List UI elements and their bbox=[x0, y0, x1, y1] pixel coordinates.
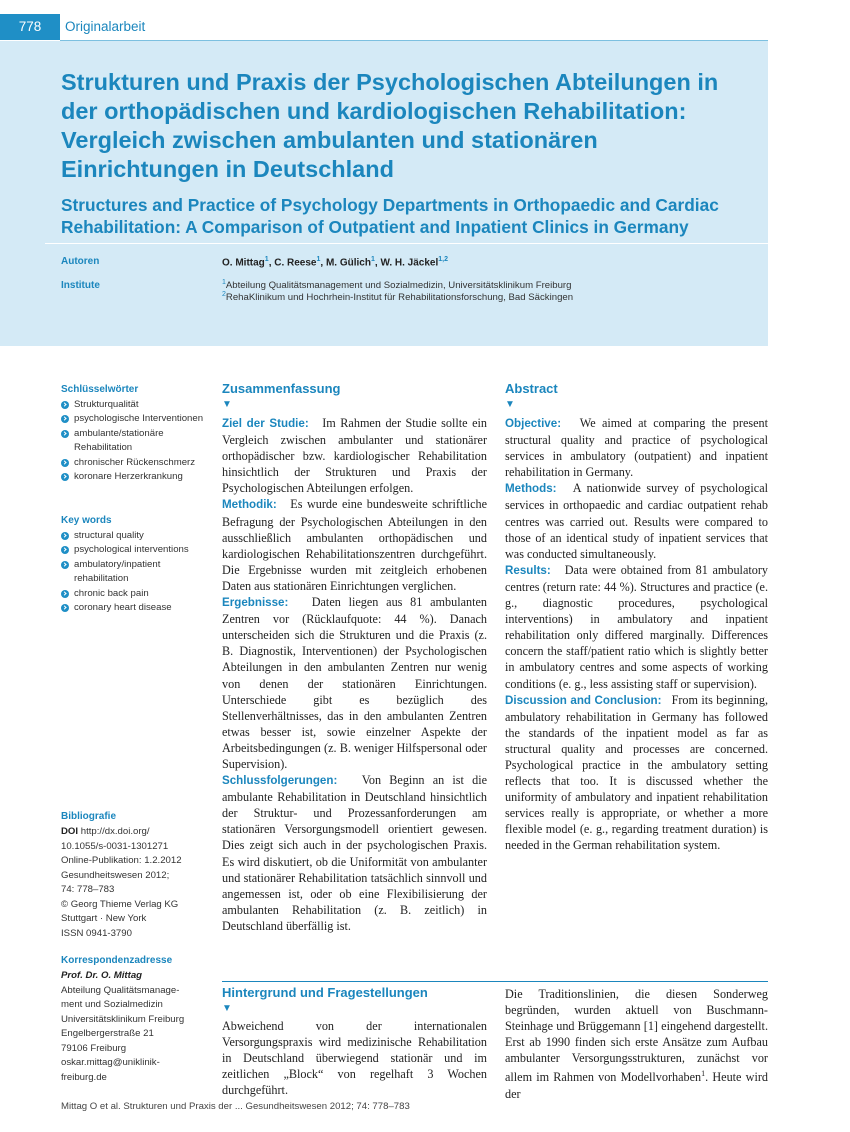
keyword-text: Strukturqualität bbox=[74, 399, 139, 410]
bullet-arrow-icon bbox=[61, 561, 69, 569]
author-name: O. Mittag bbox=[222, 257, 265, 269]
author-name: C. Reese bbox=[274, 257, 317, 269]
triangle-down-icon: ▼ bbox=[222, 399, 232, 410]
bullet-arrow-icon bbox=[61, 590, 69, 598]
keyword-item bbox=[61, 529, 211, 543]
keyword-item bbox=[61, 456, 211, 470]
bullet-arrow-icon bbox=[61, 459, 69, 467]
bullet-arrow-icon bbox=[61, 604, 69, 612]
journal-line: Gesundheitswesen 2012; bbox=[61, 869, 170, 881]
correspondence-email[interactable]: oskar.mittag@uniklinik- bbox=[61, 1057, 160, 1068]
paragraph-text: Daten liegen aus 81 ambulanten Zentren vor (Rücklaufquote: 44 %). Danach unterscheiden sich die Strukturen und die Praxis (z. B. Diagnostik, Interventionen) der Psychologischen Abteilungen in den ambulanten Zentren nur wenig von denen der stationären Einrichtungen. Unterschiede gibt es bezüglich des Stellenverhältnisses, das in den ambulanten Zentren etwas besser ist, sowie einzelner Aspekte der Arbeitsbedingungen (z. B. weniger Hilfspersonal oder Supervision). bbox=[222, 595, 488, 771]
author-affiliation: 1,2 bbox=[438, 256, 448, 263]
body-paragraph bbox=[505, 986, 768, 1102]
institute-number: 2 bbox=[222, 291, 226, 298]
title-english: Structures and Practice of Psychology Departments in Orthopaedic and Cardiac Rehabilitation: A Comparison of Outpatient and Inpatient Clinics in Germany bbox=[61, 195, 719, 237]
abstract-paragraph bbox=[222, 772, 487, 934]
correspondence-name: Prof. Dr. O. Mittag bbox=[61, 970, 143, 981]
page-number: 778 bbox=[0, 14, 60, 40]
publisher-line: © Georg Thieme Verlag KG bbox=[61, 898, 179, 910]
keyword-item bbox=[61, 398, 211, 412]
author-affiliation: 1 bbox=[316, 256, 321, 263]
institutes-label: Institute bbox=[61, 280, 100, 291]
abstract-paragraph bbox=[505, 415, 768, 480]
paragraph-label: Ergebnisse: bbox=[222, 596, 289, 610]
body-text-tail: . Heute wird der bbox=[505, 1070, 768, 1101]
paragraph-label: Ziel der Studie: bbox=[222, 417, 309, 430]
institute-2 bbox=[222, 291, 573, 303]
triangle-down-icon: ▼ bbox=[505, 399, 515, 410]
bibliography-heading: Bibliografie bbox=[61, 811, 117, 822]
paragraph-label: Discussion and Conclusion: bbox=[505, 693, 662, 707]
paragraph-text: Von Beginn an ist die ambulante Rehabilitation in Deutschland hinsichtlich der Struktur- und Prozessanforderungen am stationären Versorgungsmodell orientiert gewesen. Dies zeigt sich auch in der psychologischen Praxis. Es wird diskutiert, ob die Uniformität von ambulanter und stationärer Rehabilitation tatsächlich sinnvoll und angemessen ist, oder ob eine Flexibilisierung der ambulanten Rehabilitation (z. B. zeitlich) in Deutschland überfällig ist. bbox=[222, 773, 488, 933]
correspondence-line: 79106 Freiburg bbox=[61, 1042, 127, 1054]
bibliography-block bbox=[61, 825, 211, 941]
correspondence-block bbox=[61, 969, 211, 1085]
keyword-item bbox=[61, 543, 211, 557]
keyword-item bbox=[61, 587, 211, 601]
hintergrund-heading: Hintergrund und Fragestellungen bbox=[222, 985, 428, 1000]
paragraph-label: Results: bbox=[505, 563, 551, 577]
correspondence-heading: Korrespondenzadresse bbox=[61, 955, 173, 966]
abstract-paragraph bbox=[505, 562, 768, 692]
bullet-arrow-icon bbox=[61, 473, 69, 481]
body-paragraph: Abweichend von der internationalen Versorgungspraxis wird medizinische Rehabilitation in Deutschland überwiegend stationär und im zeitlichen „Block“ von regelhaft 3 Wochen durchgeführt. bbox=[222, 1019, 487, 1098]
keywords-en-list bbox=[61, 529, 211, 615]
paragraph-text: From its beginning, ambulatory rehabilitation in Germany has followed the standards of the inpatient model as far as structural quality and processes are concerned. Psychological practice in the ambulatory setting reflects that too. It is discussed whether the uniformity of ambulatory and inpatient rehabilitation services really is appropriate, or whether a more flexible model (e. g., regarding treatment duration) is needed in the German rehabilitation system. bbox=[505, 692, 769, 853]
keywords-en-heading: Key words bbox=[61, 515, 112, 526]
correspondence-line: ment und Sozialmedizin bbox=[61, 999, 163, 1010]
keyword-item bbox=[61, 470, 211, 484]
keyword-text: psychologische Interventionen bbox=[74, 413, 204, 425]
doi-value: 10.1055/s-0031-1301271 bbox=[61, 840, 169, 852]
keyword-item bbox=[61, 601, 211, 615]
keyword-item bbox=[61, 427, 211, 456]
page-footer: Mittag O et al. Strukturen und Praxis der ... Gesundheitswesen 2012; 74: 778–783 bbox=[61, 1101, 410, 1112]
section-divider bbox=[222, 981, 768, 982]
paragraph-label: Methodik: bbox=[222, 498, 277, 512]
keyword-text: koronare Herzerkrankung bbox=[74, 471, 183, 483]
author-name: W. H. Jäckel bbox=[380, 257, 439, 269]
paragraph-label: Schlussfolgerungen: bbox=[222, 774, 338, 788]
abstract-paragraph bbox=[222, 496, 487, 594]
abstract-paragraph bbox=[505, 480, 768, 561]
keyword-text: chronic back pain bbox=[74, 587, 149, 599]
keyword-item bbox=[61, 558, 211, 587]
doi-label: DOI bbox=[61, 826, 79, 837]
paragraph-label: Methods: bbox=[505, 482, 557, 496]
abstract-paragraph bbox=[222, 415, 487, 496]
issn-line: ISSN 0941-3790 bbox=[61, 927, 132, 939]
paragraph-text: A nationwide survey of psychological services in orthopaedic and cardiac outpatient rehab centres was carried out. Results were compared to those of an identical study of inpatient services that was conducted simultaneously. bbox=[505, 481, 768, 561]
keyword-item bbox=[61, 412, 211, 426]
keyword-text: chronischer Rückenschmerz bbox=[74, 456, 196, 468]
authors-label: Autoren bbox=[61, 256, 100, 267]
bullet-arrow-icon bbox=[61, 401, 69, 409]
bullet-arrow-icon bbox=[61, 546, 69, 554]
author-separator: , bbox=[320, 257, 326, 269]
keyword-text: ambulatory/inpatient rehabilitation bbox=[74, 558, 161, 585]
author-affiliation: 1 bbox=[264, 256, 269, 263]
doi-link[interactable]: http://dx.doi.org/ bbox=[80, 826, 150, 837]
keywords-de-heading: Schlüsselwörter bbox=[61, 384, 139, 395]
author-separator: , bbox=[268, 257, 275, 269]
paragraph-label: Objective: bbox=[505, 417, 562, 430]
paragraph-text: Es wurde eine bundesweite schriftliche Befragung der Psychologischen Abteilungen in den ausschließlich ambulanten orthopädischen und kardiologischen Rehabilitationszentren durchgeführt. Die Ergebnisse wurden mit zeitgleich erhobenen Daten aus stationären Einrichtungen verglichen. bbox=[222, 497, 487, 593]
footnote-marker: 1 bbox=[701, 1069, 706, 1079]
triangle-down-icon: ▼ bbox=[222, 1003, 232, 1014]
keyword-text: structural quality bbox=[74, 530, 144, 541]
abstract-heading: Abstract bbox=[505, 381, 558, 396]
institute-1 bbox=[222, 279, 571, 291]
bullet-arrow-icon bbox=[61, 415, 69, 423]
authors-list bbox=[222, 256, 448, 268]
title-separator bbox=[45, 243, 768, 244]
keyword-text: ambulante/stationäre Rehabilitation bbox=[74, 427, 164, 454]
title-german: Strukturen und Praxis der Psychologischen Abteilungen in der orthopädischen und kardiologischen Rehabilitation: Vergleich zwischen ambulanten und stationären Einrichtungen in Deutschland bbox=[61, 69, 719, 182]
paragraph-text: Data were obtained from 81 ambulatory centres (return rate: 44 %). Structures and practice (e. g., diagnostic procedures, psychological interventions) in ambulatory and inpatient rehabilitation only differed marginally. Differences concern the staff/patient ratio which is slightly better in ambulatory centres and some aspects of working conditions (e. g., less assisting staff or supervision). bbox=[505, 562, 768, 691]
section-label: Originalarbeit bbox=[65, 19, 146, 34]
author-affiliation: 1 bbox=[370, 256, 375, 263]
keyword-text: psychological interventions bbox=[74, 544, 189, 556]
author-name: M. Gülich bbox=[325, 257, 371, 269]
correspondence-email-cont[interactable]: freiburg.de bbox=[61, 1071, 107, 1083]
paragraph-text: Im Rahmen der Studie sollte ein Vergleich zwischen ambulanter und stationärer orthopädischer bzw. kardiologischer Rehabilitation hinsichtlich der Strukturen und Praxis der Psychologischen Abteilungen erfolgen. bbox=[222, 416, 487, 496]
pages-line: 74: 778–783 bbox=[61, 884, 115, 895]
keyword-text: coronary heart disease bbox=[74, 602, 172, 614]
correspondence-line: Engelbergerstraße 21 bbox=[61, 1028, 154, 1039]
hintergrund-right-text bbox=[505, 986, 768, 1102]
keywords-de-list bbox=[61, 398, 211, 484]
publisher-location: Stuttgart · New York bbox=[61, 913, 147, 924]
correspondence-line: Universitätsklinikum Freiburg bbox=[61, 1013, 185, 1025]
online-publication: Online-Publikation: 1.2.2012 bbox=[61, 855, 182, 866]
institute-text: Abteilung Qualitätsmanagement und Sozialmedizin, Universitätsklinikum Freiburg bbox=[225, 280, 572, 292]
institute-text: RehaKlinikum und Hochrhein-Institut für Rehabilitationsforschung, Bad Säckingen bbox=[225, 292, 574, 304]
hintergrund-left-text bbox=[222, 1018, 487, 1098]
zusammenfassung-body bbox=[222, 415, 487, 934]
correspondence-line: Abteilung Qualitätsmanage- bbox=[61, 984, 180, 996]
abstract-paragraph bbox=[505, 692, 768, 854]
author-separator: , bbox=[374, 257, 381, 269]
bullet-arrow-icon bbox=[61, 430, 69, 438]
abstract-paragraph bbox=[222, 594, 487, 772]
body-text: Die Traditionslinien, die diesen Sonderweg begründen, wurden aktuell von Buschmann-Steinhage und Brüggemann [1] eingehend dargestellt. Erst ab 1990 finden sich erste Ansätze zum Aufbau ambulanter Versorgungsstrukturen, zunächst vor allem im Rahmen von Modellvorhaben bbox=[505, 987, 768, 1085]
institute-number: 1 bbox=[222, 279, 226, 286]
bullet-arrow-icon bbox=[61, 532, 69, 540]
paragraph-text: We aimed at comparing the present structural quality and practice of psychological services in ambulatory (outpatient) and inpatient rehabilitation in Germany. bbox=[505, 416, 768, 480]
abstract-body bbox=[505, 415, 768, 854]
zusammenfassung-heading: Zusammenfassung bbox=[222, 381, 341, 396]
